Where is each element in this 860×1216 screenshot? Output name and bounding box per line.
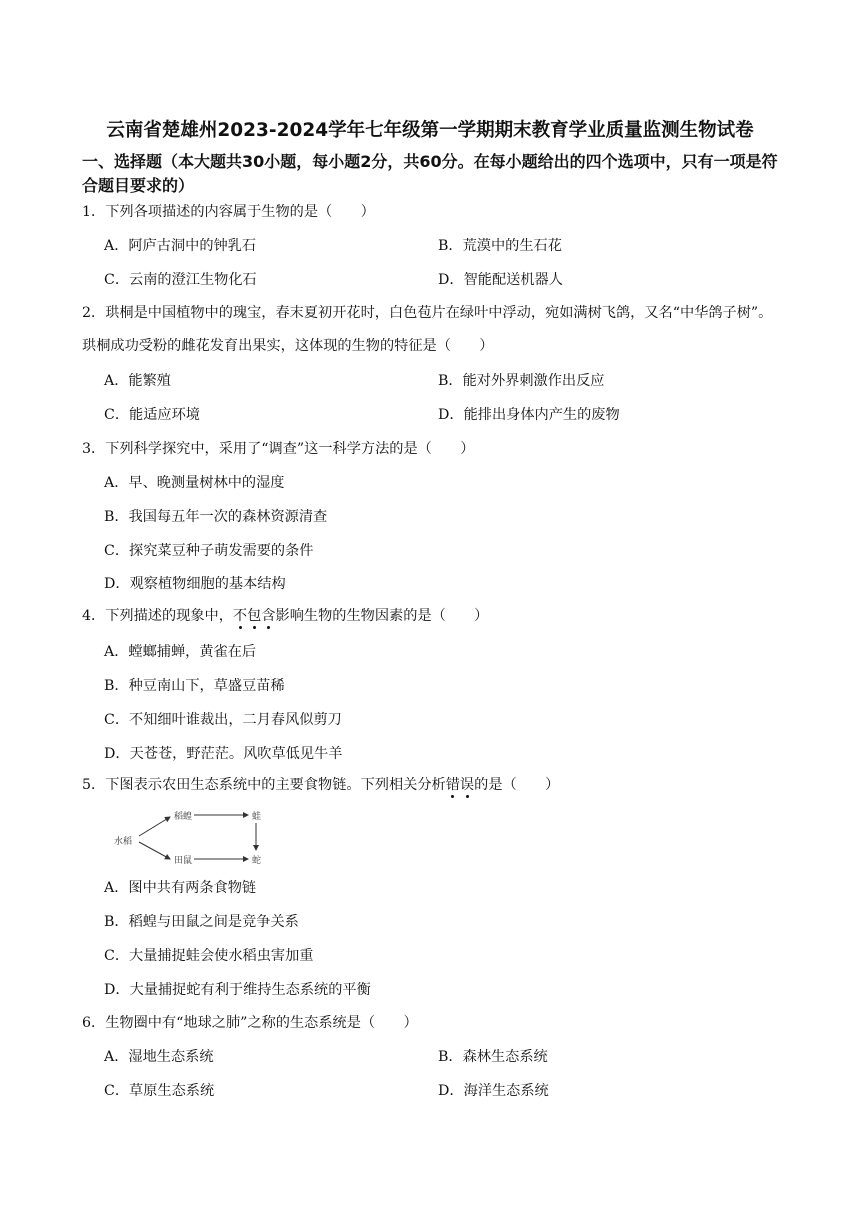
question-4-option-b: B．种豆南山下，草盛豆苗稀 xyxy=(104,678,285,694)
node-field-mouse: 田鼠 xyxy=(174,856,193,866)
food-chain-diagram xyxy=(110,805,280,867)
question-2-option-b: B．能对外界刺激作出反应 xyxy=(438,373,605,389)
question-3-option-d: D．观察植物细胞的基本结构 xyxy=(104,576,286,592)
emphasis-char: 错 xyxy=(445,777,460,793)
question-2-stem: 2．珙桐是中国植物中的瑰宝，春末夏初开花时，白色苞片在绿叶中浮动，宛如满树飞鸽，又名“中华鸽子树”。珙桐成功受粉的雌花发育出果实，这体现的生物的特征是（ ） xyxy=(82,305,773,354)
question-4-stem xyxy=(82,607,782,625)
question-4-option-c: C．不知细叶谁裁出，二月春风似剪刀 xyxy=(104,712,342,728)
question-4-option-a: A．螳螂捕蝉，黄雀在后 xyxy=(104,644,257,660)
question-5-stem-suffix: 的是（ ） xyxy=(474,777,560,793)
arrow-rice-to-mouse xyxy=(139,842,170,859)
question-5-stem-prefix: 5．下图表示农田生态系统中的主要食物链。下列相关分析 xyxy=(82,777,446,793)
exam-title: 云南省楚雄州2023-2024学年七年级第一学期期末教育学业质量监测生物试卷 xyxy=(106,120,754,141)
emphasis-char: 含 xyxy=(261,608,276,624)
node-frog: 蛙 xyxy=(252,812,262,822)
question-6-option-a: A．湿地生态系统 xyxy=(104,1049,214,1065)
question-4-option-d: D．天苍苍，野茫茫。风吹草低见牛羊 xyxy=(104,746,343,762)
question-1-option-d: D．智能配送机器人 xyxy=(438,272,563,288)
section-heading: 一、选择题（本大题共30小题，每小题2分，共60分。在每小题给出的四个选项中，只有一项是符合题目要求的） xyxy=(82,152,778,195)
question-5-option-d: D．大量捕捉蛇有利于维持生态系统的平衡 xyxy=(104,982,371,998)
question-1-stem: 1．下列各项描述的内容属于生物的是（ ） xyxy=(82,204,375,220)
question-3-stem: 3．下列科学探究中，采用了“调查”这一科学方法的是（ ） xyxy=(82,441,475,457)
question-6-stem: 6．生物圈中有“地球之肺”之称的生态系统是（ ） xyxy=(82,1015,418,1031)
node-grasshopper: 稻蝗 xyxy=(174,812,193,822)
question-4-stem-suffix: 影响生物的生物因素的是（ ） xyxy=(275,608,489,624)
question-5-emphasis xyxy=(446,777,474,793)
question-3-option-a: A．早、晚测量树林中的湿度 xyxy=(104,475,285,491)
question-3-option-c: C．探究菜豆种子萌发需要的条件 xyxy=(104,543,314,559)
node-rice: 水稻 xyxy=(114,837,133,847)
emphasis-char: 误 xyxy=(459,777,475,793)
emphasis-char: 包 xyxy=(247,608,262,624)
question-6-option-d: D．海洋生态系统 xyxy=(438,1083,549,1099)
arrow-rice-to-grasshopper xyxy=(139,817,170,836)
question-1-option-b: B．荒漠中的生石花 xyxy=(438,238,562,254)
question-5-stem xyxy=(82,776,782,794)
question-5-option-c: C．大量捕捉蛙会使水稻虫害加重 xyxy=(104,948,314,964)
question-2-option-c: C．能适应环境 xyxy=(104,407,200,423)
question-5-option-a: A．图中共有两条食物链 xyxy=(104,880,257,896)
question-4-emphasis xyxy=(233,608,276,624)
question-1-option-a: A．阿庐古洞中的钟乳石 xyxy=(104,238,257,254)
question-6-option-c: C．草原生态系统 xyxy=(104,1083,215,1099)
question-2-option-a: A．能繁殖 xyxy=(104,373,171,389)
question-3-option-b: B．我国每五年一次的森林资源清查 xyxy=(104,509,328,525)
emphasis-char: 不 xyxy=(232,608,248,624)
node-snake: 蛇 xyxy=(252,856,262,866)
question-4-stem-prefix: 4．下列描述的现象中， xyxy=(82,608,233,624)
question-6-option-b: B．森林生态系统 xyxy=(438,1049,548,1065)
question-1-option-c: C．云南的澄江生物化石 xyxy=(104,272,257,288)
question-5-option-b: B．稻蝗与田鼠之间是竞争关系 xyxy=(104,914,299,930)
question-2-option-d: D．能排出身体内产生的废物 xyxy=(438,407,620,423)
